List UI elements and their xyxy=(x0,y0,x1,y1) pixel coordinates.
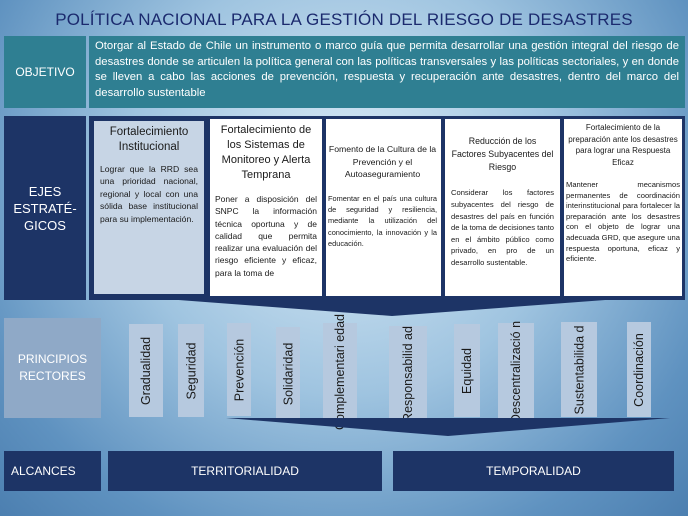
principio-label: Seguridad xyxy=(184,342,198,399)
principio-box xyxy=(178,324,204,417)
objetivo-text: Otorgar al Estado de Chile un instrumento o marco guía que permita desarrollar una gestión integral del riesgo de desastres donde se articulen la política general con las políticas transversales y las políticas sectoriales, y en donde se lleven a cabo las acciones de prevención, respuesta y recuperación ante desastres, dentro del marco del desarrollo sustentable xyxy=(89,36,685,108)
principio-label: Prevención xyxy=(232,338,247,401)
principio-box xyxy=(498,320,534,424)
eje-card-monitoreo xyxy=(210,119,322,296)
principio-box xyxy=(227,323,251,416)
principio-box xyxy=(323,313,357,431)
principio-label: Coordinación xyxy=(632,332,647,407)
eje-card-body: Fomentar en el país una cultura de seguridad y resiliencia, mediante la utilización del conocimiento, la innovación y la educación. xyxy=(328,193,437,249)
principio-box xyxy=(389,326,427,421)
principio-box xyxy=(627,322,651,417)
down-arrow xyxy=(226,418,670,436)
alcance-temporalidad: TEMPORALIDAD xyxy=(393,451,674,491)
eje-card-body: Lograr que la RRD sea una prioridad nacional, regional y local con una sólida base institucional para su implementación. xyxy=(100,164,198,224)
principio-box xyxy=(454,324,480,417)
principio-box xyxy=(276,327,300,420)
eje-card-title: Reducción de los Factores Subyacentes del Riesgo xyxy=(451,136,554,172)
funnel-arrow xyxy=(152,298,632,316)
principio-label: Responsabilid ad xyxy=(401,325,415,422)
page-title: POLÍTICA NACIONAL PARA LA GESTIÓN DEL RIESGO DE DESASTRES xyxy=(55,10,633,29)
eje-card-factores xyxy=(445,119,560,296)
eje-card-title: Fortalecimiento Institucional xyxy=(109,126,189,153)
eje-card-cultura xyxy=(326,119,441,296)
ejes-label: EJES ESTRATÉ-GICOS xyxy=(4,116,86,300)
principios-label: PRINCIPIOS RECTORES xyxy=(4,318,101,418)
principio-label: Solidaridad xyxy=(281,342,296,405)
eje-card-institucional xyxy=(92,119,206,296)
eje-card-body: Considerar los factores subyacentes del riesgo de desastres del país en función de la toma de decisiones tanto en el ámbito público como privado, en pro de un desarrollo sustentable. xyxy=(451,188,555,267)
eje-card-title: Fortalecimiento de los Sistemas de Monitoreo y Alerta Temprana xyxy=(220,124,312,181)
principio-label: Descentralizació n xyxy=(509,320,524,424)
principio-label: Gradualidad xyxy=(139,336,154,405)
alcance-territorialidad: TERRITORIALIDAD xyxy=(108,451,382,491)
objetivo-label: OBJETIVO xyxy=(4,36,86,108)
eje-card-title: Fortalecimiento de la preparación ante los desastres para lograr una Respuesta Eficaz xyxy=(568,123,678,167)
principio-label: Complementari edad xyxy=(333,313,348,431)
principio-label: Sustentabilida d xyxy=(572,325,587,414)
eje-card-body: Mantener mecanismos permanentes de coordinación interinstitucional para fortalecer la preparación ante los desastres con el objeto de lograr una adecuada GRD, que asegure una respuesta oportuna, eficaz y eficiente. xyxy=(566,180,680,264)
principio-box xyxy=(129,324,163,417)
principio-label: Equidad xyxy=(460,347,474,394)
eje-card-preparacion xyxy=(564,119,682,296)
eje-card-body: Poner a disposición del SNPC la información técnica oportuna y de calidad que permita realizar una evaluación del riesgo eficiente y eficaz, para la toma de xyxy=(215,194,317,278)
alcances-label: ALCANCES xyxy=(4,451,101,491)
principio-box xyxy=(561,322,597,417)
eje-card-title: Fomento de la Cultura de la Prevención y el Autoaseguramiento xyxy=(328,144,437,179)
